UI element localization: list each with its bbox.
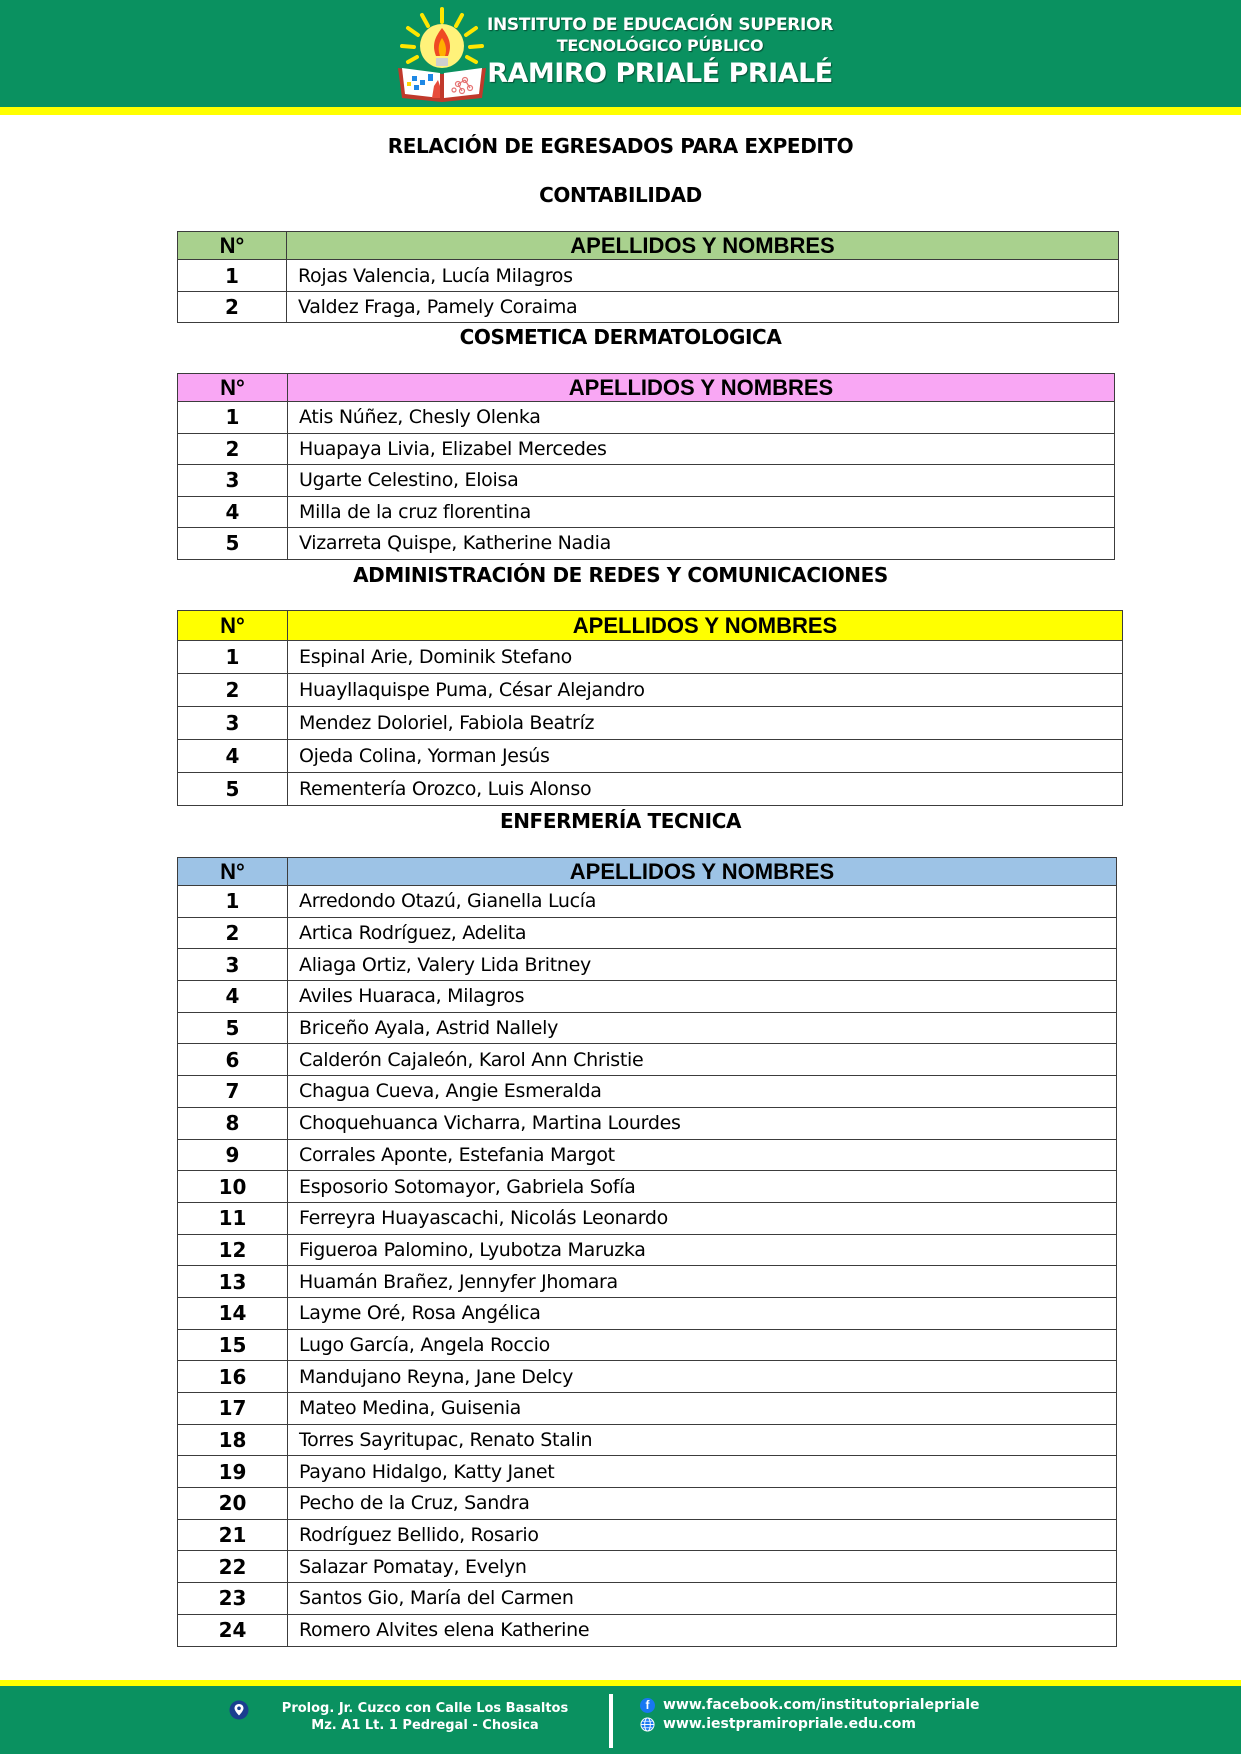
table-row [178,707,1123,740]
section-title-redes: ADMINISTRACIÓN DE REDES Y COMUNICACIONES [353,563,888,587]
institution-footer [0,1686,1241,1754]
globe-icon [640,1717,655,1732]
row-number: 9 [178,1139,288,1171]
row-number: 20 [178,1488,288,1520]
table-row [178,1424,1117,1456]
row-number: 23 [178,1583,288,1615]
student-name: Rementería Orozco, Luis Alonso [288,773,1123,806]
table-row [178,886,1117,918]
row-number: 5 [178,773,288,806]
student-name: Chagua Cueva, Angie Esmeralda [288,1076,1117,1108]
student-name: Aliaga Ortiz, Valery Lida Britney [288,949,1117,981]
table-row [178,949,1117,981]
address-line1: Prolog. Jr. Cuzco con Calle Los Basaltos [281,1701,569,1716]
student-name: Romero Alvites elena Katherine [288,1614,1117,1646]
student-name: Mateo Medina, Guisenia [288,1393,1117,1425]
row-number: 2 [178,674,288,707]
row-number: 24 [178,1614,288,1646]
address [270,1700,580,1734]
row-number: 8 [178,1107,288,1139]
student-name: Santos Gio, María del Carmen [288,1583,1117,1615]
student-name: Salazar Pomatay, Evelyn [288,1551,1117,1583]
student-name: Lugo García, Angela Roccio [288,1329,1117,1361]
student-name: Payano Hidalgo, Katty Janet [288,1456,1117,1488]
table-row [178,1266,1117,1298]
row-number: 2 [178,433,288,465]
student-name: Vizarreta Quispe, Katherine Nadia [288,528,1115,560]
student-name: Esposorio Sotomayor, Gabriela Sofía [288,1171,1117,1203]
row-number: 5 [178,1012,288,1044]
table-row [178,433,1115,465]
row-number: 10 [178,1171,288,1203]
row-number: 1 [178,641,288,674]
row-number: 17 [178,1393,288,1425]
row-number: 2 [178,917,288,949]
row-number: 18 [178,1424,288,1456]
row-number: 16 [178,1361,288,1393]
table-row [178,1202,1117,1234]
table-row [178,1583,1117,1615]
student-name: Valdez Fraga, Pamely Coraima [287,292,1119,323]
section-title-cosmetica: COSMETICA DERMATOLOGICA [459,325,782,349]
student-name: Aviles Huaraca, Milagros [288,981,1117,1013]
table-row [178,1329,1117,1361]
student-name: Figueroa Palomino, Lyubotza Maruzka [288,1234,1117,1266]
section-title-enfermeria: ENFERMERÍA TECNICA [499,809,742,833]
table-row [178,1171,1117,1203]
header-yellow-stripe [0,107,1241,115]
table-row [178,1614,1117,1646]
student-name: Calderón Cajaleón, Karol Ann Christie [288,1044,1117,1076]
student-name: Ugarte Celestino, Eloisa [288,465,1115,497]
row-number: 15 [178,1329,288,1361]
student-name: Arredondo Otazú, Gianella Lucía [288,886,1117,918]
contact-links [640,1696,980,1734]
table-row [178,496,1115,528]
table-cosmetica [177,373,1115,560]
row-number: 7 [178,1076,288,1108]
facebook-icon: f [640,1698,655,1713]
student-name: Torres Sayritupac, Renato Stalin [288,1424,1117,1456]
table-row [178,1551,1117,1583]
location-pin-icon [229,1700,249,1720]
table-enfermeria [177,857,1117,1647]
table-row [178,674,1123,707]
row-number: 12 [178,1234,288,1266]
table-row [178,1012,1117,1044]
row-number: 22 [178,1551,288,1583]
student-name: Layme Oré, Rosa Angélica [288,1297,1117,1329]
column-header-number: N° [178,232,287,260]
row-number: 3 [178,465,288,497]
table-row [178,1361,1117,1393]
institution-header [0,0,1241,107]
table-row [178,1456,1117,1488]
table-row [178,1488,1117,1520]
student-name: Milla de la cruz florentina [288,496,1115,528]
table-row [178,917,1117,949]
table-row [178,402,1115,434]
student-name: Espinal Arie, Dominik Stefano [288,641,1123,674]
column-header-number: N° [178,611,288,641]
lightbulb-book-logo-icon [392,6,492,104]
row-number: 14 [178,1297,288,1329]
institution-name-line2: TECNOLÓGICO PÚBLICO [556,36,764,55]
table-row [178,465,1115,497]
row-number: 1 [178,402,288,434]
student-name: Choquehuanca Vicharra, Martina Lourdes [288,1107,1117,1139]
row-number: 11 [178,1202,288,1234]
row-number: 4 [178,981,288,1013]
institution-name-line1: INSTITUTO DE EDUCACIÓN SUPERIOR [486,15,834,35]
row-number: 3 [178,949,288,981]
student-name: Ojeda Colina, Yorman Jesús [288,740,1123,773]
table-row [178,740,1123,773]
column-header-number: N° [178,858,288,886]
row-number: 19 [178,1456,288,1488]
student-name: Corrales Aponte, Estefania Margot [288,1139,1117,1171]
row-number: 4 [178,496,288,528]
table-row [178,1297,1117,1329]
table-redes [177,610,1123,806]
table-contabilidad [177,231,1119,323]
table-row [178,641,1123,674]
table-header-row [178,611,1123,641]
student-name: Huamán Brañez, Jennyfer Jhomara [288,1266,1117,1298]
student-name: Huapaya Livia, Elizabel Mercedes [288,433,1115,465]
student-name: Briceño Ayala, Astrid Nallely [288,1012,1117,1044]
column-header-names: APELLIDOS Y NOMBRES [288,611,1123,641]
table-row [178,1519,1117,1551]
student-name: Ferreyra Huayascachi, Nicolás Leonardo [288,1202,1117,1234]
section-title-contabilidad: CONTABILIDAD [539,183,702,207]
row-number: 6 [178,1044,288,1076]
table-header-row [178,232,1119,260]
table-row [178,1234,1117,1266]
column-header-names: APELLIDOS Y NOMBRES [287,232,1119,260]
footer-divider [609,1694,613,1748]
row-number: 4 [178,740,288,773]
address-line2: Mz. A1 Lt. 1 Pedregal - Chosica [311,1718,539,1733]
website-link[interactable]: www.iestpramiropriale.edu.com [663,1716,916,1732]
table-row [178,981,1117,1013]
table-row [178,1139,1117,1171]
student-name: Mendez Doloriel, Fabiola Beatríz [288,707,1123,740]
student-name: Mandujano Reyna, Jane Delcy [288,1361,1117,1393]
student-name: Atis Núñez, Chesly Olenka [288,402,1115,434]
table-row [178,528,1115,560]
column-header-names: APELLIDOS Y NOMBRES [288,374,1115,402]
student-name: Rodríguez Bellido, Rosario [288,1519,1117,1551]
institution-name [484,14,836,92]
row-number: 3 [178,707,288,740]
document-title: RELACIÓN DE EGRESADOS PARA EXPEDITO [387,134,854,158]
table-row [178,260,1119,292]
table-header-row [178,858,1117,886]
institution-name-line3: RAMIRO PRIALÉ PRIALÉ [487,58,833,89]
row-number: 1 [178,886,288,918]
student-name: Huayllaquispe Puma, César Alejandro [288,674,1123,707]
row-number: 13 [178,1266,288,1298]
row-number: 5 [178,528,288,560]
table-row [178,1393,1117,1425]
table-row [178,1076,1117,1108]
row-number: 2 [178,292,287,323]
table-row [178,1044,1117,1076]
table-header-row [178,374,1115,402]
table-row [178,292,1119,323]
row-number: 21 [178,1519,288,1551]
student-name: Pecho de la Cruz, Sandra [288,1488,1117,1520]
student-name: Rojas Valencia, Lucía Milagros [287,260,1119,292]
table-row [178,1107,1117,1139]
table-row [178,773,1123,806]
row-number: 1 [178,260,287,292]
column-header-names: APELLIDOS Y NOMBRES [288,858,1117,886]
column-header-number: N° [178,374,288,402]
facebook-link[interactable]: www.facebook.com/institutoprialepriale [663,1697,980,1713]
student-name: Artica Rodríguez, Adelita [288,917,1117,949]
